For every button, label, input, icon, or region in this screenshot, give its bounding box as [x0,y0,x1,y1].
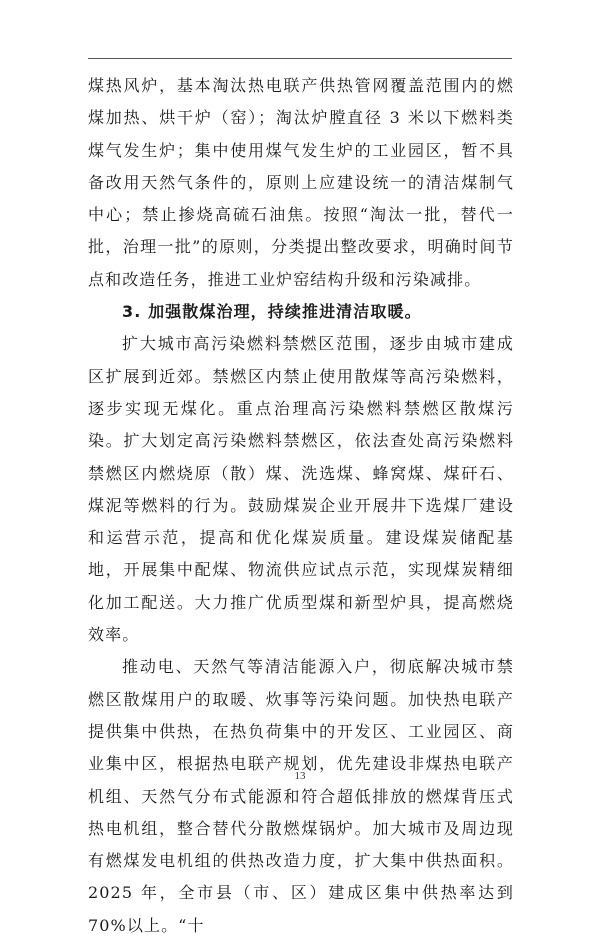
paragraph-industrial-furnace: 煤热风炉，基本淘汰热电联产供热管网覆盖范围内的燃煤加热、烘干炉（窑）；淘汰炉膛直径 3 米以下燃料类煤气发生炉；集中使用煤气发生炉的工业园区，暂不具备改用天然气条件的，原则上应建设统一的清洁煤制气中心；禁止掺烧高硫石油焦。按照“淘汰一批，替代一批，治理一批”的原则，分类提出整改要求，明确时间节点和改造任务，推进工业炉窑结构升级和污染减排。 [88,76,514,289]
page-number: 13 [294,770,306,782]
header-rule [88,58,512,59]
document-body [88,70,514,942]
paragraph-clean-heating: 推动电、天然气等清洁能源入户，彻底解决城市禁燃区散煤用户的取暖、炊事等污染问题。加快热电联产提供集中供热，在热负荷集中的开发区、工业园区、商业集中区，根据热电联产规划，优先建设非煤热电联产机组、天然气分布式能源和符合超低排放的燃煤背压式热电机组，整合替代分散燃煤锅炉。加大城市及周边现有燃煤发电机组的供热改造力度，扩大集中供热面积。2025 年，全市县（市、区）建成区集中供热率达到 70%以上。“十 [88,657,514,935]
section-heading-scattered-coal: 3. 加强散煤治理，持续推进清洁取暖。 [122,302,422,322]
paragraph-no-burn-zone: 扩大城市高污染燃料禁燃区范围，逐步由城市建成区扩展到近郊。禁燃区内禁止使用散煤等高污染燃料，逐步实现无煤化。重点治理高污染燃料禁燃区散煤污染。扩大划定高污染燃料禁燃区，依法查处高污染燃料禁燃区内燃烧原（散）煤、洗选煤、蜂窝煤、煤矸石、煤泥等燃料的行为。鼓励煤炭企业开展井下选煤厂建设和运营示范，提高和优化煤炭质量。建设煤炭储配基地，开展集中配煤、物流供应试点示范，实现煤炭精细化加工配送。大力推广优质型煤和新型炉具，提高燃烧效率。 [88,334,514,645]
